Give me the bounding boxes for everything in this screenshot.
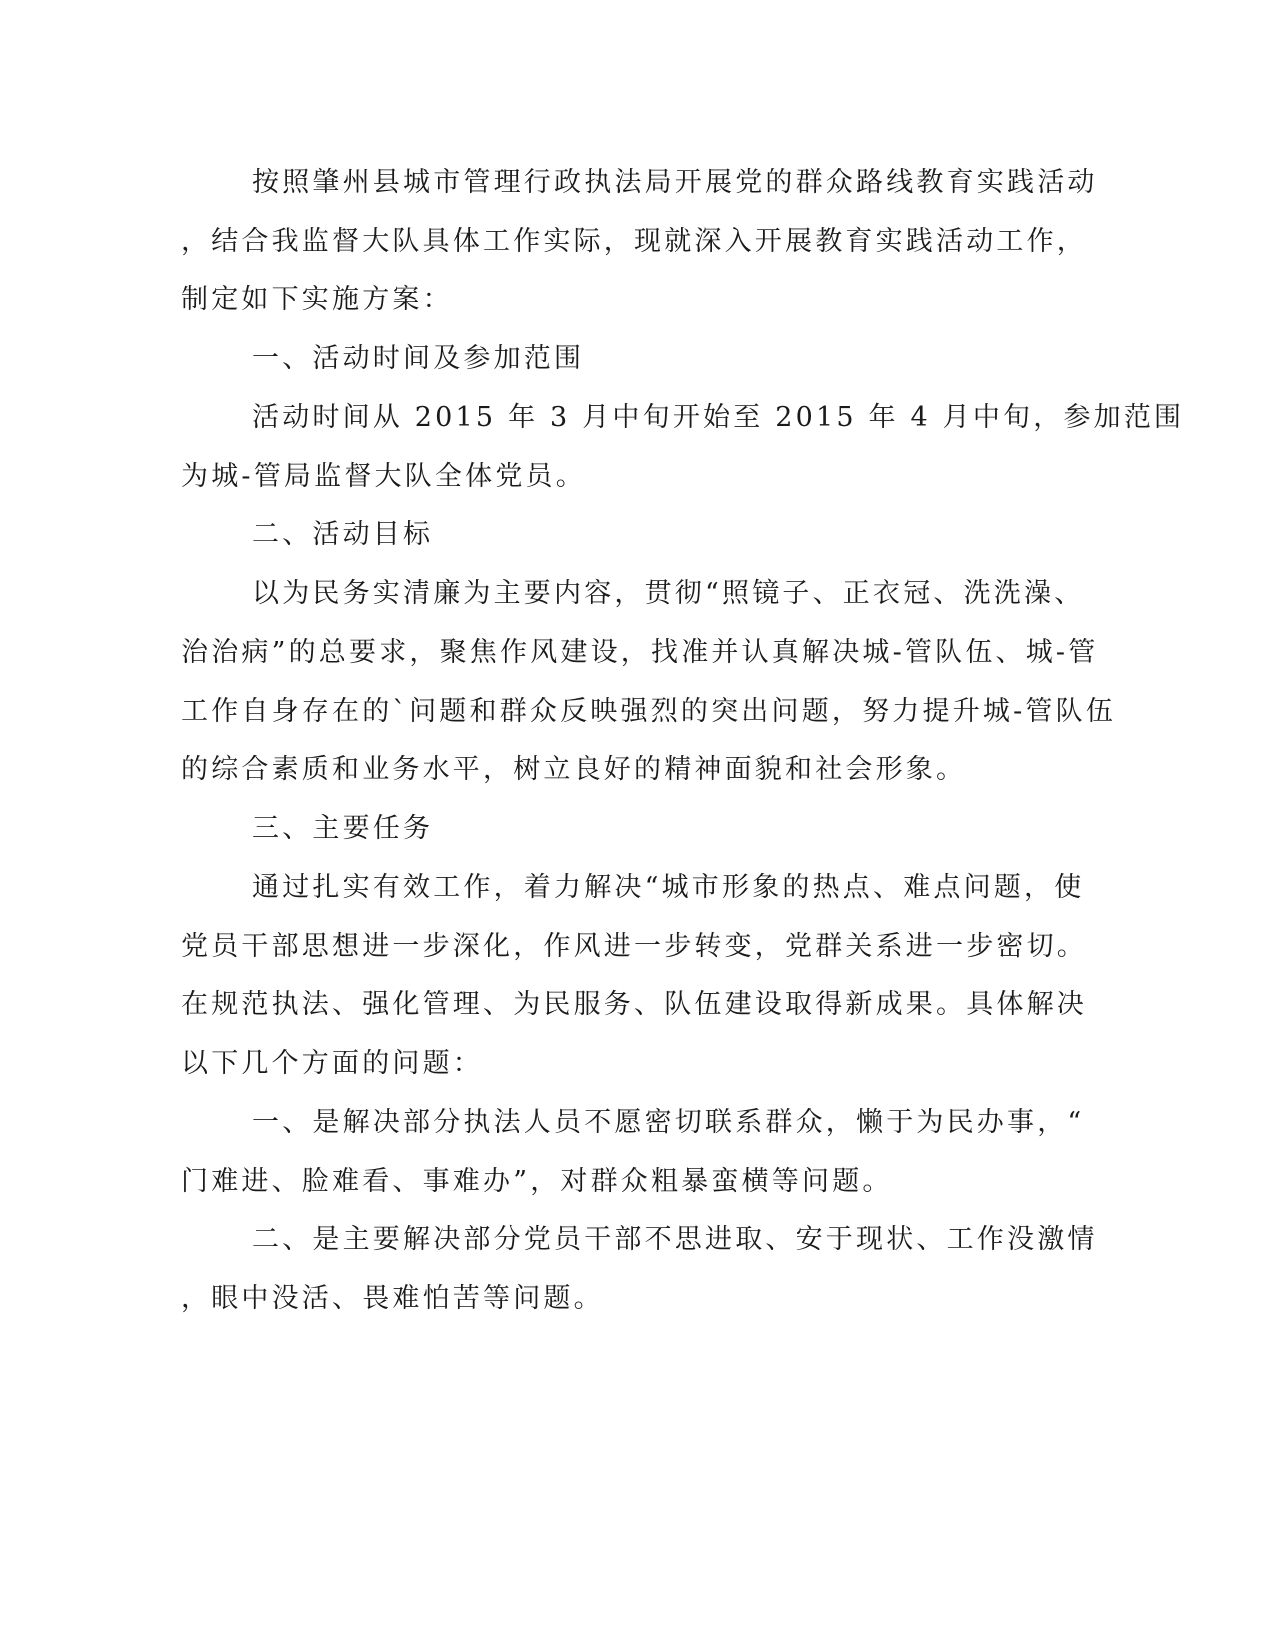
paragraph-intro-line-2: ，结合我监督大队具体工作实际，现就深入开展教育实践活动工作， xyxy=(181,226,1087,257)
section-3-line-3: 在规范执法、强化管理、为民服务、队伍建设取得新成果。具体解决 xyxy=(181,989,1087,1020)
section-heading-1: 一、活动时间及参加范围 xyxy=(252,343,585,374)
section-2-line-2: 治治病”的总要求，聚焦作风建设，找准并认真解决城-管队伍、城-管 xyxy=(181,637,1099,668)
paragraph-intro-line-1: 按照肇州县城市管理行政执法局开展党的群众路线教育实践活动 xyxy=(252,167,1098,198)
section-heading-3: 三、主要任务 xyxy=(252,813,434,844)
section-1-line-2: 为城-管局监督大队全体党员。 xyxy=(181,461,586,492)
item-2-line-2: ，眼中没活、畏难怕苦等问题。 xyxy=(181,1283,604,1314)
paragraph-intro-line-3: 制定如下实施方案： xyxy=(181,284,453,315)
item-2-line-1: 二、是主要解决部分党员干部不思进取、安于现状、工作没激情 xyxy=(252,1224,1098,1255)
section-3-line-2: 党员干部思想进一步深化，作风进一步转变，党群关系进一步密切。 xyxy=(181,931,1087,962)
section-2-line-1: 以为民务实清廉为主要内容，贯彻“照镜子、正衣冠、洗洗澡、 xyxy=(252,578,1085,609)
section-1-line-1: 活动时间从 2015 年 3 月中旬开始至 2015 年 4 月中旬，参加范围 xyxy=(252,402,1185,433)
section-3-line-1: 通过扎实有效工作，着力解决“城市形象的热点、难点问题，使 xyxy=(252,872,1085,903)
item-1-line-1: 一、是解决部分执法人员不愿密切联系群众，懒于为民办事，“ xyxy=(252,1107,1085,1138)
item-1-line-2: 门难进、脸难看、事难办”，对群众粗暴蛮横等问题。 xyxy=(181,1166,893,1197)
section-heading-2: 二、活动目标 xyxy=(252,519,434,550)
section-2-line-4: 的综合素质和业务水平，树立良好的精神面貌和社会形象。 xyxy=(181,754,967,785)
section-2-line-3: 工作自身存在的`问题和群众反映强烈的突出问题，努力提升城-管队伍 xyxy=(181,696,1117,727)
section-3-line-4: 以下几个方面的问题： xyxy=(181,1048,483,1079)
